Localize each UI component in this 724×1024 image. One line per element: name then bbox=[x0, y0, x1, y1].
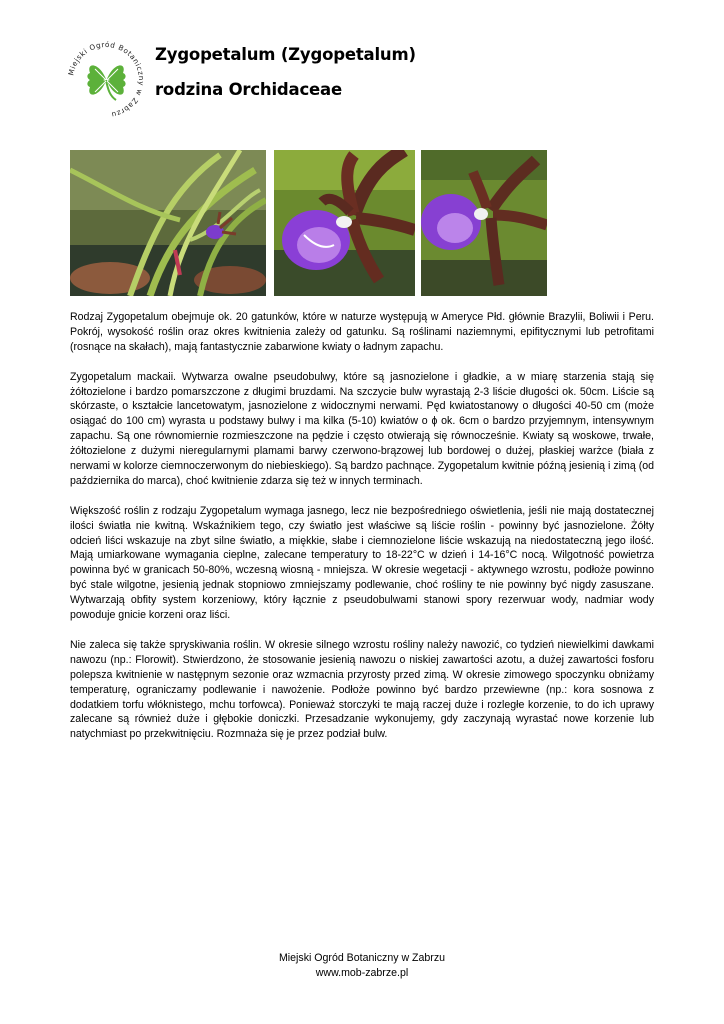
page-title: Zygopetalum (Zygopetalum) bbox=[155, 45, 416, 64]
garden-logo bbox=[66, 40, 146, 120]
footer-institution: Miejski Ogród Botaniczny w Zabrzu bbox=[278, 952, 446, 964]
footer-website-link[interactable]: www.mob-zabrze.pl bbox=[315, 967, 409, 979]
four-leaf-clover-icon bbox=[66, 40, 146, 120]
footer bbox=[0, 951, 724, 981]
article-body bbox=[70, 310, 654, 757]
paragraph-fertilizing: Nie zaleca się także spryskiwania roślin. W okresie silnego wzrostu rośliny należy nawozić, co tydzień niewielkimi dawkami nawozu (np.: Florowit). Stwierdzono, że stosowanie jesienią nawozu o niskiej zawartości azotu, a dużej zawartości fosforu polepsza kwitnienie w następnym sezonie oraz wzmacnia przyrosty przed zimą. W okresie zimowego spoczynku obniżamy temperaturę, ograniczamy podlewanie i nawożenie. Podłoże powinno być bardzo przewiewne (np.: kora sosnowa z dodatkiem torfu włóknistego, mchu torfowca). Ponieważ storczyki te mają raczej duże i rozległe korzenie, to do ich uprawy zalecane są również duże i głębokie doniczki. Przesadzanie wykonujemy, gdy zaczynają wyrastać nowe korzenie lub natychmiast po przekwitnięciu. Rozmnaża się je przez podział bulw. bbox=[70, 638, 654, 741]
orchid-flower-side-photo bbox=[421, 150, 547, 296]
family-subtitle: rodzina Orchidaceae bbox=[155, 80, 342, 99]
paragraph-mackaii: Zygopetalum mackaii. Wytwarza owalne pseudobulwy, które są jasnozielone i gładkie, a w miarę starzenia stają się żółtozielone i bardzo pomarszczone z długimi bruzdami. Na szczycie bulw wyrastają 2-3 liście długości ok. 50cm. Liście są skórzaste, o kształcie lancetowatym, jasnozielone z widocznymi nerwami. Pęd kwiatostanowy o długości 40-50 cm (może osiągać do 100 cm) wyrasta u podstawy bulwy i ma kilka (5-10) kwiatów o ɸ ok. 6cm o bardzo przyjemnym, intensywnym zapachu. Są one równomiernie rozmieszczone na pędzie i często otwierają się równocześnie. Kwiaty są woskowe, trwałe, żółtozielone z dużymi nieregularnymi plamami barwy czerwono-brązowej lub bordowej o dużej, płaskiej warżce (biała z nerwami w kolorze ciemnoczerwonym do niebieskiego). Są bardzo pachnące. Zygopetalum kwitnie późną jesienią i zimą (od października do marca), choć kwitnienie zdarza się też w innych terminach. bbox=[70, 370, 654, 487]
orchid-plant-photo bbox=[70, 150, 266, 296]
logo-ring-text: Miejski Ogród Botaniczny w Zabrzu bbox=[66, 40, 146, 120]
orchid-flower-closeup-photo bbox=[274, 150, 415, 296]
paragraph-intro: Rodzaj Zygopetalum obejmuje ok. 20 gatunków, które w naturze występują w Ameryce Płd. głównie Brazylii, Boliwii i Peru. Pokrój, wysokość roślin oraz okres kwitnienia zależy od gatunku. Są roślinami naziemnymi, epifitycznymi lub petrofitami (rosnące na skałach), mają fantastycznie zabarwione kwiaty o ładnym zapachu. bbox=[70, 311, 654, 353]
paragraph-light-care: Większość roślin z rodzaju Zygopetalum wymaga jasnego, lecz nie bezpośredniego oświetlenia, jeśli nie mają dostatecznej ilości światła nie kwitną. Wskaźnikiem tego, czy światło jest właściwe są liście roślin - powinny być jasnozielone. Żółty odcień liści wskazuje na zbyt silne światło, a miękkie, słabe i ciemnozielone liście wskazują na niedostateczną jego ilość. Mają umiarkowane wymagania cieplne, zalecane temperatury to 18-22°C w dzień i 14-16°C nocą. Wilgotność powietrza powinna być w granicach 50-80%, wczesną wiosną - mniejsza. W okresie wegetacji - aktywnego wzrostu, podłoże powinno być stale wilgotne, jesienią jednak stopniowo zmniejszamy podlewanie, choć rośliny te nie powinny być nigdy zasuszane. Wytwarzają obfity system korzeniowy, który łącznie z pseudobulwami stanowi spory rezerwuar wody, nadmiar wody powoduje gnicie korzeni oraz liści. bbox=[70, 504, 654, 622]
